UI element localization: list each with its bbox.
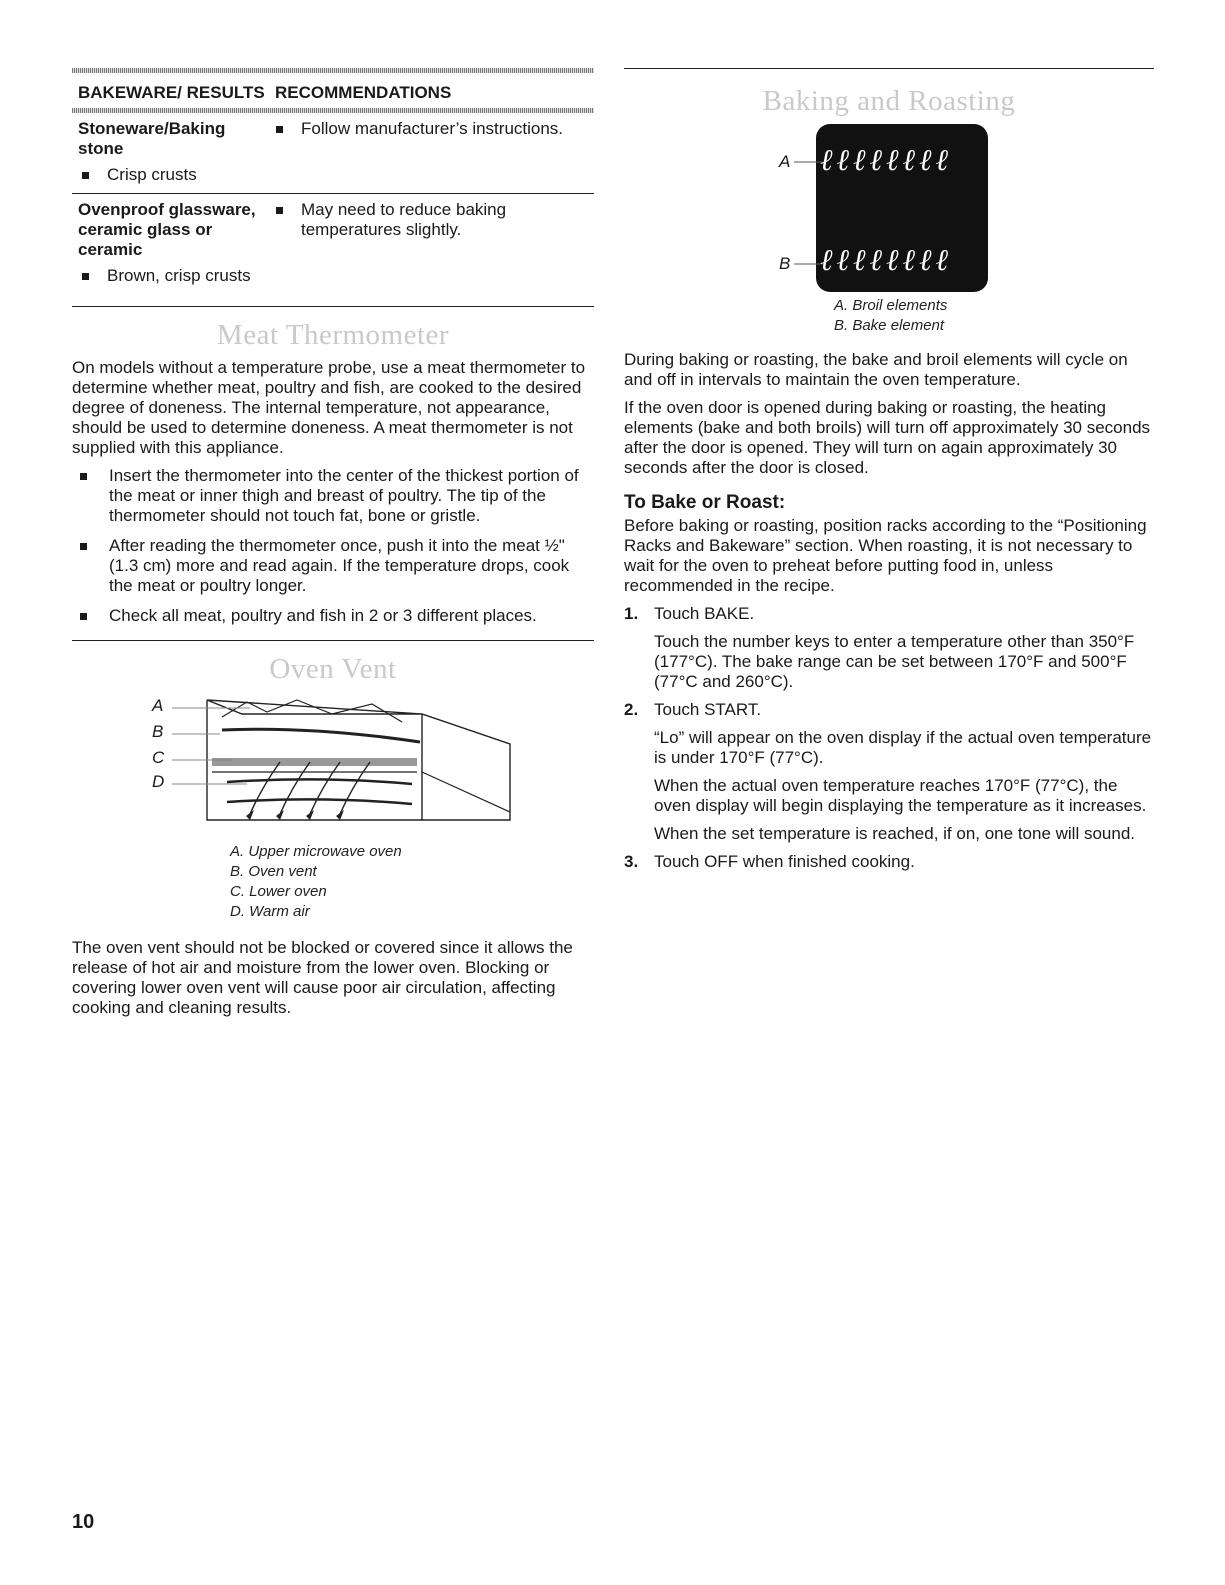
caption: A. Broil elements bbox=[834, 297, 948, 314]
diagram-label-a: A bbox=[779, 152, 791, 171]
section-divider bbox=[72, 306, 594, 307]
caption: A. Upper microwave oven bbox=[230, 843, 402, 860]
list-item: After reading the thermometer once, push it into the meat ½" (1.3 cm) more and read again. If the temperature drops, cook the meat or poultry longer. bbox=[72, 536, 594, 596]
baking-paragraph: During baking or roasting, the bake and broil elements will cycle on and off in intervals to maintain the oven temperature. bbox=[624, 350, 1128, 389]
diagram-label-d: D bbox=[152, 772, 165, 791]
diagram-label-c: C bbox=[152, 748, 165, 767]
baking-paragraph: Before baking or roasting, position racks according to the “Positioning Racks and Bakeware” section. When roasting, it is not necessary to wait for the oven to preheat before putting food in, unless recommended in the recipe. bbox=[624, 516, 1147, 595]
header-bakeware-results: BAKEWARE/ RESULTS bbox=[78, 83, 265, 102]
bullet-icon bbox=[80, 613, 87, 620]
elements-captions bbox=[624, 296, 1154, 336]
baking-roasting-title: Baking and Roasting bbox=[762, 85, 1016, 117]
diagram-label-b: B bbox=[152, 722, 164, 741]
step-item: 3. Touch OFF when finished cooking. bbox=[624, 852, 915, 871]
right-column bbox=[624, 68, 1154, 878]
table-header bbox=[72, 73, 594, 108]
list-item: Insert the thermometer into the center of the thickest portion of the meat or inner thigh and breast of poultry. The tip of the thermometer should not touch fat, bone or gristle. bbox=[72, 466, 594, 526]
baking-paragraph: If the oven door is opened during baking or roasting, the heating elements (bake and both broils) will turn off approximately 30 seconds after the door is opened. They will turn on again approximately 30 seconds after the door is closed. bbox=[624, 398, 1151, 477]
diagram-label-a: A bbox=[152, 696, 164, 715]
elements-diagram bbox=[624, 124, 1154, 294]
broil-element-icon: ℓℓℓℓℓℓℓℓ bbox=[820, 144, 952, 177]
caption: B. Bake element bbox=[834, 317, 945, 334]
table-row bbox=[72, 194, 594, 294]
bullet-icon bbox=[276, 207, 283, 214]
caption: C. Lower oven bbox=[230, 883, 327, 900]
step-detail: When the actual oven temperature reaches 170°F (77°C), the oven display will begin displaying the temperature as it increases. bbox=[654, 776, 1147, 815]
diagram-label-b: B bbox=[779, 254, 791, 273]
bakeware-result: Crisp crusts bbox=[107, 165, 197, 184]
to-bake-subheading: To Bake or Roast: bbox=[624, 492, 786, 513]
oven-vent-title: Oven Vent bbox=[269, 653, 397, 685]
oven-vent-illustration bbox=[72, 692, 594, 842]
step-detail: Touch the number keys to enter a temperature other than 350°F (177°C). The bake range can be set between 170°F and 500°F (77°C and 260°C). bbox=[654, 632, 1135, 691]
step-detail: When the set temperature is reached, if on, one tone will sound. bbox=[654, 824, 1135, 843]
bullet-icon bbox=[80, 543, 87, 550]
step-item: 1. Touch BAKE. bbox=[624, 604, 755, 623]
oven-vent-diagram bbox=[72, 692, 594, 842]
header-recommendations: RECOMMENDATIONS bbox=[275, 83, 452, 102]
list-item: Check all meat, poultry and fish in 2 or 3 different places. bbox=[72, 606, 594, 626]
bakeware-name: Stoneware/Baking stone bbox=[78, 119, 226, 158]
oven-vent-body: The oven vent should not be blocked or covered since it allows the release of hot air and moisture from the lower oven. Blocking or covering lower oven vent will cause poor air circulation, affecting cooking and cleaning results. bbox=[72, 938, 573, 1017]
bakeware-recommendation: Follow manufacturer’s instructions. bbox=[301, 119, 564, 138]
bullet-icon bbox=[276, 126, 283, 133]
table-row bbox=[72, 113, 594, 193]
bakeware-result: Brown, crisp crusts bbox=[107, 266, 251, 285]
bullet-icon bbox=[82, 273, 89, 280]
bakeware-name: Ovenproof glassware, ceramic glass or ceramic bbox=[78, 200, 256, 259]
section-divider bbox=[624, 68, 1154, 69]
page-number: 10 bbox=[72, 1511, 95, 1533]
step-detail: “Lo” will appear on the oven display if the actual oven temperature is under 170°F (77°C). bbox=[654, 728, 1152, 767]
left-column bbox=[72, 68, 594, 1026]
bake-element-icon: ℓℓℓℓℓℓℓℓ bbox=[820, 244, 952, 277]
step-item: 2. Touch START. bbox=[624, 700, 762, 719]
bakeware-recommendation: May need to reduce baking temperatures slightly. bbox=[301, 200, 507, 239]
meat-thermometer-title: Meat Thermometer bbox=[216, 319, 450, 351]
meat-thermometer-intro: On models without a temperature probe, use a meat thermometer to determine whether meat, poultry and fish, are cooked to the desired degree of doneness. The internal temperature, not appearance, should be used to determine doneness. A meat thermometer is not supplied with this appliance. bbox=[72, 358, 586, 457]
oven-vent-captions bbox=[72, 842, 594, 922]
caption: B. Oven vent bbox=[230, 863, 317, 880]
bullet-icon bbox=[82, 172, 89, 179]
caption: D. Warm air bbox=[230, 903, 310, 920]
section-divider bbox=[72, 640, 594, 641]
bullet-icon bbox=[80, 473, 87, 480]
